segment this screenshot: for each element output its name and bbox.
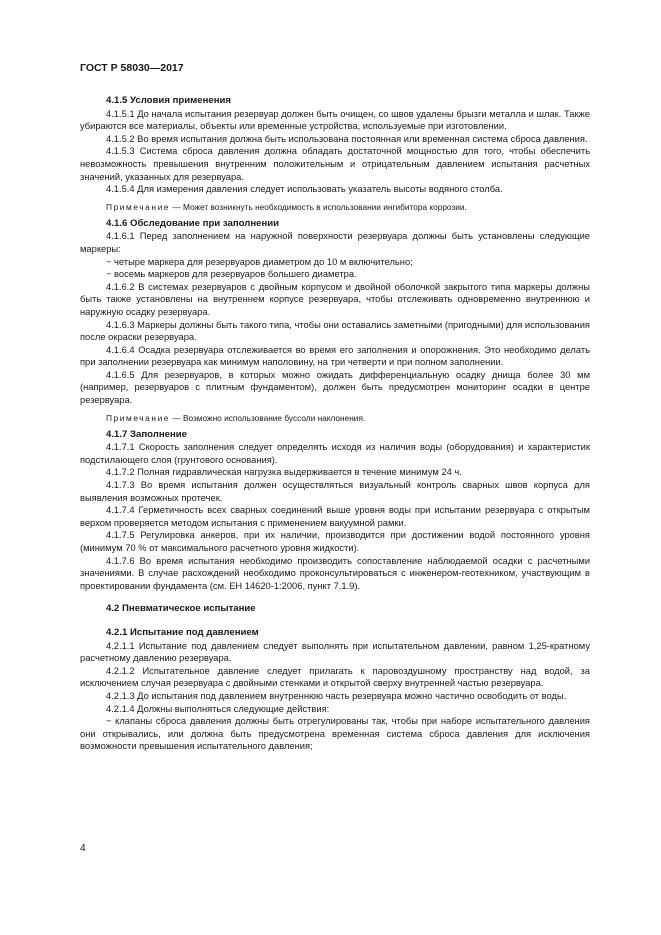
paragraph: 4.1.6.5 Для резервуаров, в которых можно ожидать дифференциальную осадку днища более 30 мм (например, резервуаров с плитным фундаментом), должен быть предусмотрен мониторинг осадки в центре резервуара. bbox=[80, 369, 590, 406]
paragraph: 4.1.7.3 Во время испытания должен осуществляться визуальный контроль сварных швов корпуса для выявления возможных протечек. bbox=[80, 480, 590, 503]
document-header: ГОСТ Р 58030—2017 bbox=[80, 62, 184, 74]
section-heading: 4.1.6 Обследование при заполнении bbox=[106, 217, 280, 229]
note bbox=[80, 412, 590, 424]
note-text: — Возможно использование буссоли наклонения. bbox=[170, 412, 366, 423]
note-text: — Может возникнуть необходимость в использовании ингибитора коррозии. bbox=[170, 201, 467, 212]
bullet-item: − клапаны сброса давления должны быть отрегулированы так, чтобы при наборе испытательного давления они открывались, или должна быть предусмотрена временная система сброса давления для исключения возможности превышения испытательного давления; bbox=[80, 716, 590, 752]
paragraph: 4.1.5.1 До начала испытания резервуар должен быть очищен, со швов удалены брызги металла и шлак. Также убираются все материалы, объекты или временные устройства, используемые при изготовлении. bbox=[80, 108, 590, 132]
note-label: Примечание bbox=[106, 201, 171, 212]
paragraph: 4.1.6.2 В системах резервуаров с двойным корпусом и двойной оболочкой закрытого типа маркеры должны быть также установлены на внутреннем корпусе резервуара, чтобы отслеживать одновременно внутреннюю и наружную осадку резервуара. bbox=[80, 281, 590, 317]
note bbox=[80, 201, 590, 213]
section-heading: 4.2.1 Испытание под давлением bbox=[106, 626, 259, 638]
paragraph: 4.1.7.5 Регулировка анкеров, при их наличии, производится при достижении водой постоянного уровня (минимум 70 % от максимального расчетного уровня жидкости). bbox=[80, 530, 590, 553]
bullet-item: − восемь маркеров для резервуаров большего диаметра. bbox=[106, 269, 357, 280]
bullet-item: − четыре маркера для резервуаров диаметром до 10 м включительно; bbox=[106, 256, 413, 267]
document-body bbox=[80, 95, 590, 753]
section-heading: 4.1.7 Заполнение bbox=[106, 428, 188, 440]
section-heading: 4.1.5 Условия применения bbox=[106, 95, 231, 106]
paragraph: 4.2.1.1 Испытание под давлением следует выполнять при испытательном давлении, равном 1,25-кратному расчетному давлению резервуара. bbox=[80, 640, 590, 664]
paragraph: 4.1.7.2 Полная гидравлическая нагрузка выдерживается в течение минимум 24 ч. bbox=[106, 467, 462, 478]
paragraph: 4.1.7.4 Герметичность всех сварных соединений выше уровня воды при испытании резервуара с открытым верхом проверяется методом испытания с применением вакуумной рамки. bbox=[80, 505, 590, 528]
note-label: Примечание bbox=[106, 412, 171, 423]
paragraph: 4.1.7.1 Скорость заполнения следует определять исходя из наличия воды (оборудования) и характеристик подстилающего слоя (грунтового основания). bbox=[80, 442, 590, 465]
paragraph: 4.1.5.3 Система сброса давления должна обладать достаточной мощностью для того, чтобы обеспечить невозможность превышения внутренним положительным и отрицательным давлением испытания расчетных значений, указанных для резервуара. bbox=[80, 146, 590, 182]
paragraph: 4.1.6.1 Перед заполнением на наружной поверхности резервуара должны быть установлены следующие маркеры: bbox=[80, 231, 590, 254]
section-heading: 4.2 Пневматическое испытание bbox=[106, 603, 256, 615]
paragraph: 4.2.1.2 Испытательное давление следует прилагать к паровоздушному пространству над водой, за исключением случая резервуара с двойными стенками и открытой сверху внутренней частью резервуара. bbox=[80, 665, 590, 689]
paragraph: 4.1.6.4 Осадка резервуара отслеживается во время его заполнения и опорожнения. Это необходимо делать при заполнении резервуара как минимум наполовину, на три четверти и при полном заполнении. bbox=[80, 344, 590, 368]
page-number: 4 bbox=[80, 843, 86, 854]
paragraph: 4.1.5.2 Во время испытания должна быть использована постоянная или временная система сброса давления. bbox=[106, 133, 588, 144]
paragraph: 4.2.1.3 До испытания под давлением внутреннюю часть резервуара можно частично освободить от воды. bbox=[106, 690, 567, 701]
paragraph: 4.1.7.6 Во время испытания необходимо производить сопоставление наблюдаемой осадки с расчетными значениями. В случае расхождений необходимо проконсультироваться с инженером-геотехником, участвующим в проектировании фундамента (см. ЕН 14620-1:2006, пункт 7.1.9). bbox=[80, 555, 590, 591]
paragraph: 4.2.1.4 Должны выполняться следующие действия: bbox=[106, 703, 330, 714]
paragraph: 4.1.5.4 Для измерения давления следует использовать указатель высоты водяного столба. bbox=[106, 184, 503, 195]
paragraph: 4.1.6.3 Маркеры должны быть такого типа, чтобы они оставались заметными (пригодными) для использования после окраски резервуара. bbox=[80, 319, 590, 343]
